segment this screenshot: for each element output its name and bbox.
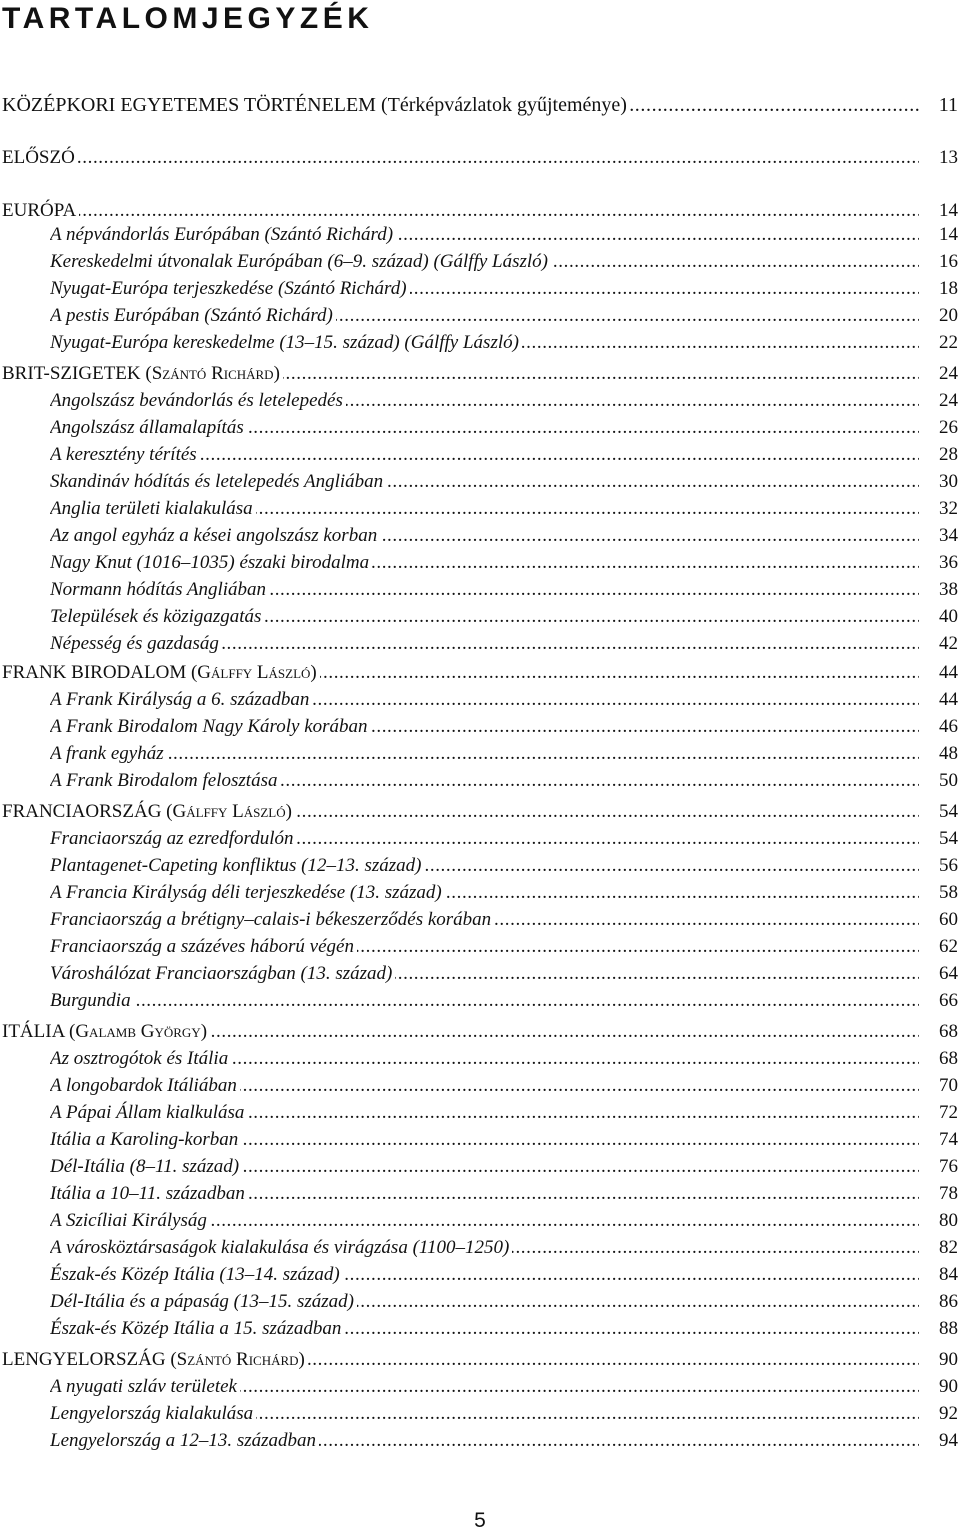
toc-entry bbox=[0, 1316, 960, 1342]
toc-entry bbox=[0, 1374, 960, 1400]
toc-entry-title: A Frank Királyság a 6. században bbox=[50, 689, 312, 710]
toc-entry-label bbox=[50, 687, 919, 713]
toc-entry-label bbox=[50, 550, 919, 576]
toc-entry-page: 76 bbox=[939, 1156, 958, 1177]
toc-entry-page: 40 bbox=[939, 606, 958, 627]
toc-entry-page: 24 bbox=[939, 390, 958, 411]
toc-entry-title: Angolszász államalapítás bbox=[50, 417, 247, 438]
toc-entry-label bbox=[50, 1073, 919, 1099]
toc-entry-label bbox=[2, 660, 919, 686]
toc-entry-title: Lengyelország a 12–13. században bbox=[50, 1430, 319, 1451]
toc-entry bbox=[0, 714, 960, 740]
toc-entry-title: Itália a 10–11. században bbox=[50, 1183, 248, 1204]
toc-entry-title: Plantagenet-Capeting konfliktus (12–13. század) bbox=[50, 855, 425, 876]
toc-entry-title: Nyugat-Európa terjeszkedése (Szántó Richárd) bbox=[50, 278, 410, 299]
toc-entry-page: 82 bbox=[939, 1237, 958, 1258]
toc-entry bbox=[0, 631, 960, 657]
toc-entry-page: 48 bbox=[939, 743, 958, 764]
toc-entry-label bbox=[50, 826, 919, 852]
toc-entry-page: 84 bbox=[939, 1264, 958, 1285]
toc-entry-page: 80 bbox=[939, 1210, 958, 1231]
toc-entry-label bbox=[50, 1401, 919, 1427]
toc-entry-label bbox=[50, 496, 919, 522]
toc-entry-label bbox=[50, 631, 919, 657]
toc-entry-title: Burgundia bbox=[50, 990, 134, 1011]
toc-entry-title: Franciaország a brétigny–calais-i békeszerződés korában bbox=[50, 909, 494, 930]
toc-entry-page: 44 bbox=[939, 689, 958, 710]
toc-entry-title: LENGYELORSZÁG (Szántó Richárd) bbox=[2, 1349, 308, 1370]
dot-leader bbox=[50, 988, 919, 1014]
toc-entry bbox=[0, 276, 960, 302]
toc-section-entry bbox=[0, 145, 960, 171]
toc-entry-title: Városhálózat Franciaországban (13. század) bbox=[50, 963, 395, 984]
toc-entry-title: Skandináv hódítás és letelepedés Angliában bbox=[50, 471, 386, 492]
toc-entry-page: 54 bbox=[939, 828, 958, 849]
toc-entry-label bbox=[50, 1235, 919, 1261]
toc-entry bbox=[0, 907, 960, 933]
toc-entry-page: 54 bbox=[939, 801, 958, 822]
toc-entry-page: 90 bbox=[939, 1349, 958, 1370]
toc-entry-page: 34 bbox=[939, 525, 958, 546]
toc-entry bbox=[0, 1181, 960, 1207]
toc-entry-page: 36 bbox=[939, 552, 958, 573]
toc-entry-label bbox=[50, 1046, 919, 1072]
toc-entry-label bbox=[50, 442, 919, 468]
toc-entry-page: 28 bbox=[939, 444, 958, 465]
toc-entry-label bbox=[50, 469, 919, 495]
toc-entry bbox=[0, 741, 960, 767]
toc-entry-page: 72 bbox=[939, 1102, 958, 1123]
toc-entry-label bbox=[50, 768, 919, 794]
toc-entry bbox=[0, 1073, 960, 1099]
toc-entry-title: A keresztény térítés bbox=[50, 444, 200, 465]
toc-entry bbox=[0, 853, 960, 879]
toc-entry bbox=[0, 442, 960, 468]
toc-entry bbox=[0, 1401, 960, 1427]
toc-entry bbox=[0, 1127, 960, 1153]
toc-entry-page: 66 bbox=[939, 990, 958, 1011]
toc-entry-label bbox=[50, 388, 919, 414]
toc-entry-page: 92 bbox=[939, 1403, 958, 1424]
toc-entry-label bbox=[50, 523, 919, 549]
toc-entry bbox=[0, 1154, 960, 1180]
toc-entry-title: EURÓPA bbox=[2, 200, 79, 221]
toc-entry-label bbox=[2, 92, 919, 118]
toc-entry-title: A Pápai Állam kialkulása bbox=[50, 1102, 247, 1123]
toc-entry bbox=[0, 880, 960, 906]
toc-entry-title: Franciaország a százéves háború végén bbox=[50, 936, 357, 957]
toc-entry-page: 94 bbox=[939, 1430, 958, 1451]
toc-entry-page: 70 bbox=[939, 1075, 958, 1096]
toc-entry-page: 26 bbox=[939, 417, 958, 438]
toc-entry bbox=[0, 961, 960, 987]
toc-entry-title: A pestis Európában (Szántó Richárd) bbox=[50, 305, 336, 326]
toc-entry bbox=[0, 388, 960, 414]
toc-entry-title: Itália a Karoling-korban bbox=[50, 1129, 241, 1150]
toc-entry-label bbox=[2, 1019, 919, 1045]
toc-section-entry bbox=[0, 92, 960, 118]
toc-entry bbox=[0, 1428, 960, 1454]
toc-entry-title: ELŐSZÓ bbox=[2, 147, 78, 168]
toc-entry bbox=[0, 550, 960, 576]
toc-entry-title: Kereskedelmi útvonalak Európában (6–9. század) (Gálffy László) bbox=[50, 251, 551, 272]
toc-entry-label bbox=[50, 1289, 919, 1315]
toc-entry-page: 30 bbox=[939, 471, 958, 492]
toc-entry-page: 86 bbox=[939, 1291, 958, 1312]
toc-entry-label bbox=[50, 1208, 919, 1234]
toc-entry-label bbox=[50, 303, 919, 329]
toc-entry-page: 38 bbox=[939, 579, 958, 600]
toc-entry-page: 16 bbox=[939, 251, 958, 272]
toc-section-entry bbox=[0, 660, 960, 686]
toc-entry bbox=[0, 1235, 960, 1261]
toc-entry bbox=[0, 222, 960, 248]
toc-entry-label bbox=[2, 198, 919, 224]
toc-entry-title: FRANCIAORSZÁG (Gálffy László) bbox=[2, 801, 295, 822]
toc-entry-page: 68 bbox=[939, 1021, 958, 1042]
page-number: 5 bbox=[474, 1509, 486, 1532]
toc-section-entry bbox=[0, 799, 960, 825]
toc-entry bbox=[0, 577, 960, 603]
toc-entry-label bbox=[50, 907, 919, 933]
toc-entry-page: 90 bbox=[939, 1376, 958, 1397]
toc-entry bbox=[0, 934, 960, 960]
toc-entry-title: Nyugat-Európa kereskedelme (13–15. század) (Gálffy László) bbox=[50, 332, 522, 353]
toc-section-entry bbox=[0, 1347, 960, 1373]
toc-entry-page: 88 bbox=[939, 1318, 958, 1339]
toc-entry-title: A Francia Királyság déli terjeszkedése (13. század) bbox=[50, 882, 445, 903]
toc-entry-title: Észak-és Közép Itália a 15. században bbox=[50, 1318, 344, 1339]
toc-entry-label bbox=[50, 934, 919, 960]
toc-entry-label bbox=[50, 249, 919, 275]
toc-section-entry bbox=[0, 361, 960, 387]
toc-entry-title: BRIT-SZIGETEK (Szántó Richárd) bbox=[2, 363, 283, 384]
toc-entry-title: Települések és közigazgatás bbox=[50, 606, 264, 627]
toc-entry-title: Dél-Itália (8–11. század) bbox=[50, 1156, 242, 1177]
toc-entry-title: Észak-és Közép Itália (13–14. század) bbox=[50, 1264, 343, 1285]
toc-entry-title: Az angol egyház a kései angolszász korban bbox=[50, 525, 380, 546]
toc-entry-title: Az osztrogótok és Itália bbox=[50, 1048, 231, 1069]
toc-entry-title: A városköztársaságok kialakulása és virágzása (1100–1250) bbox=[50, 1237, 512, 1258]
toc-entry-label bbox=[50, 1154, 919, 1180]
toc-entry-label bbox=[50, 714, 919, 740]
toc-entry-page: 50 bbox=[939, 770, 958, 791]
toc-entry-title: A népvándorlás Európában (Szántó Richárd) bbox=[50, 224, 396, 245]
toc-entry-label bbox=[50, 961, 919, 987]
toc-entry-page: 42 bbox=[939, 633, 958, 654]
toc-entry bbox=[0, 1262, 960, 1288]
toc-entry bbox=[0, 1289, 960, 1315]
toc-entry-label bbox=[50, 1100, 919, 1126]
toc-entry-label bbox=[50, 1428, 919, 1454]
toc-entry-page: 32 bbox=[939, 498, 958, 519]
toc-entry-label bbox=[2, 799, 919, 825]
toc-entry bbox=[0, 330, 960, 356]
toc-entry-title: A nyugati szláv területek bbox=[50, 1376, 240, 1397]
toc-entry-title: A Frank Birodalom felosztása bbox=[50, 770, 280, 791]
toc-entry-title: A longobardok Itáliában bbox=[50, 1075, 240, 1096]
toc-entry-label bbox=[50, 604, 919, 630]
toc-entry-title: FRANK BIRODALOM (Gálffy László) bbox=[2, 662, 320, 683]
toc-entry-page: 74 bbox=[939, 1129, 958, 1150]
toc-entry-label bbox=[2, 145, 919, 171]
toc-entry bbox=[0, 1100, 960, 1126]
toc-section-entry bbox=[0, 198, 960, 224]
toc-entry-label bbox=[50, 988, 919, 1014]
toc-entry bbox=[0, 768, 960, 794]
toc-entry-page: 64 bbox=[939, 963, 958, 984]
toc-entry bbox=[0, 249, 960, 275]
toc-entry-label bbox=[50, 1374, 919, 1400]
toc-entry-page: 14 bbox=[939, 200, 958, 221]
toc-entry bbox=[0, 1208, 960, 1234]
toc-entry-title: KÖZÉPKORI EGYETEMES TÖRTÉNELEM (Térképvázlatok gyűjteménye) bbox=[2, 94, 630, 116]
toc-entry-title: ITÁLIA (Galamb György) bbox=[2, 1021, 210, 1042]
toc-entry-page: 78 bbox=[939, 1183, 958, 1204]
toc-entry-label bbox=[50, 1181, 919, 1207]
toc-entry bbox=[0, 415, 960, 441]
toc-entry-title: Anglia területi kialakulása bbox=[50, 498, 256, 519]
toc-entry-title: Lengyelország kialakulása bbox=[50, 1403, 256, 1424]
toc-entry bbox=[0, 826, 960, 852]
toc-entry-page: 60 bbox=[939, 909, 958, 930]
dot-leader bbox=[2, 145, 919, 171]
toc-entry-title: A Frank Birodalom Nagy Károly korában bbox=[50, 716, 371, 737]
toc-entry-title: Normann hódítás Angliában bbox=[50, 579, 269, 600]
toc-entry-label bbox=[50, 577, 919, 603]
toc-entry-page: 24 bbox=[939, 363, 958, 384]
toc-entry-page: 22 bbox=[939, 332, 958, 353]
toc-entry bbox=[0, 469, 960, 495]
toc-entry-label bbox=[50, 222, 919, 248]
toc-entry-title: Franciaország az ezredfordulón bbox=[50, 828, 296, 849]
toc-entry-title: Népesség és gazdaság bbox=[50, 633, 222, 654]
toc-entry-label bbox=[50, 1127, 919, 1153]
toc-entry-label bbox=[2, 1347, 919, 1373]
toc-entry-page: 11 bbox=[938, 94, 958, 116]
toc-entry-label bbox=[50, 330, 919, 356]
toc-entry-page: 18 bbox=[939, 278, 958, 299]
toc-entry bbox=[0, 303, 960, 329]
toc-entry-label bbox=[50, 880, 919, 906]
toc-entry-title: A Szicíliai Királyság bbox=[50, 1210, 210, 1231]
page-title: TARTALOMJEGYZÉK bbox=[2, 2, 374, 35]
toc-entry-label bbox=[2, 361, 919, 387]
toc-entry-title: Dél-Itália és a pápaság (13–15. század) bbox=[50, 1291, 357, 1312]
toc-entry-label bbox=[50, 276, 919, 302]
toc-entry bbox=[0, 604, 960, 630]
toc-entry-label bbox=[50, 853, 919, 879]
toc-entry-page: 68 bbox=[939, 1048, 958, 1069]
toc-entry-page: 44 bbox=[939, 662, 958, 683]
toc-entry-title: Nagy Knut (1016–1035) északi birodalma bbox=[50, 552, 372, 573]
toc-entry-label bbox=[50, 1262, 919, 1288]
toc-entry-page: 46 bbox=[939, 716, 958, 737]
toc-entry bbox=[0, 988, 960, 1014]
toc-entry bbox=[0, 687, 960, 713]
toc-entry bbox=[0, 523, 960, 549]
toc-entry-page: 62 bbox=[939, 936, 958, 957]
toc-entry-page: 20 bbox=[939, 305, 958, 326]
toc-section-entry bbox=[0, 1019, 960, 1045]
toc-entry-page: 58 bbox=[939, 882, 958, 903]
toc-entry-label bbox=[50, 741, 919, 767]
toc-entry-page: 14 bbox=[939, 224, 958, 245]
toc-entry-label bbox=[50, 1316, 919, 1342]
toc-entry-title: Angolszász bevándorlás és letelepedés bbox=[50, 390, 346, 411]
toc-entry-title: A frank egyház bbox=[50, 743, 167, 764]
toc-entry bbox=[0, 1046, 960, 1072]
toc-entry bbox=[0, 496, 960, 522]
toc-entry-page: 13 bbox=[939, 147, 958, 168]
toc-entry-label bbox=[50, 415, 919, 441]
dot-leader bbox=[2, 198, 919, 224]
toc-entry-page: 56 bbox=[939, 855, 958, 876]
dot-leader bbox=[50, 741, 919, 767]
